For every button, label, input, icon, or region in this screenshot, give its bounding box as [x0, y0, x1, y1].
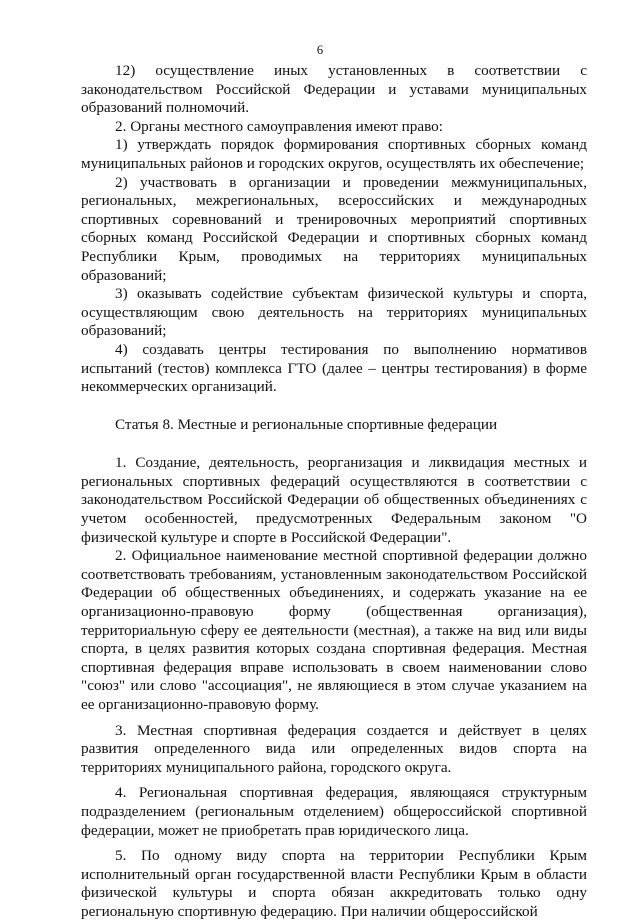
paragraph-right-4: 4) создавать центры тестирования по выполнению нормативов испытаний (тестов) комплекса ГТО (далее – центры тестирования) в форме некоммерческих организаций.	[81, 340, 587, 396]
paragraph-right-2: 2) участвовать в организации и проведении межмуниципальных, региональных, межрегиональных, всероссийских и международных спортивных соревнований и тренировочных мероприятий спортивных сборных команд Российской Федерации и спортивных сборных команд Республики Крым, проводимых на территориях муниципальных образований;	[81, 173, 587, 284]
article-paragraph-2: 2. Официальное наименование местной спортивной федерации должно соответствовать требованиям, установленным законодательством Российской Федерации об общественных объединениях, и содержать указание на ее организационно-правовую форму (общественная организация), территориальную сферу ее деятельности (местная), а также на вид или виды спорта, в целях развития которых создана спортивная федерация. Местная спортивная федерация вправе использовать в своем наименовании слово "союз" или слово "ассоциация", не являющиеся в этом случае указанием на ее организационно-правовую форму.	[81, 547, 587, 713]
paragraph-right-3: 3) оказывать содействие субъектам физической культуры и спорта, осуществляющим свою деятельность на территориях муниципальных образований;	[81, 285, 587, 340]
article-paragraph-5: 5. По одному виду спорта на территории Республики Крым исполнительный орган государственной власти Республики Крым в области физической культуры и спорта обязан аккредитовать только одну региональную спортивную федерацию. При наличии общероссийской	[81, 847, 587, 920]
article-paragraph-1: 1. Создание, деятельность, реорганизация и ликвидация местных и региональных спортивных федераций осуществляются в соответствии с законодательством Российской Федерации об общественных объединениях с учетом особенностей, предусмотренных Федеральным законом "О физической культуре и спорте в Российской Федерации".	[81, 454, 587, 546]
article-paragraph-3: 3. Местная спортивная федерация создается и действует в целях развития определенного вида или определенных видов спорта на территориях муниципального района, городского округа.	[81, 721, 587, 776]
article-heading: Статья 8. Местные и региональные спортивные федерации	[115, 415, 498, 433]
paragraph-item-12: 12) осуществление иных установленных в соответствии с законодательством Российской Федерации и уставами муниципальных образований полномочий.	[81, 62, 587, 117]
page-number: 6	[316, 43, 324, 57]
article-paragraph-4: 4. Региональная спортивная федерация, являющаяся структурным подразделением (региональным отделением) общероссийской спортивной федерации, может не приобретать прав юридического лица.	[81, 784, 587, 839]
paragraph-rights-intro: 2. Органы местного самоуправления имеют право:	[115, 117, 443, 135]
document-body	[81, 62, 587, 922]
paragraph-right-1: 1) утверждать порядок формирования спортивных сборных команд муниципальных районов и городских округов, осуществлять их обеспечение;	[81, 136, 587, 172]
